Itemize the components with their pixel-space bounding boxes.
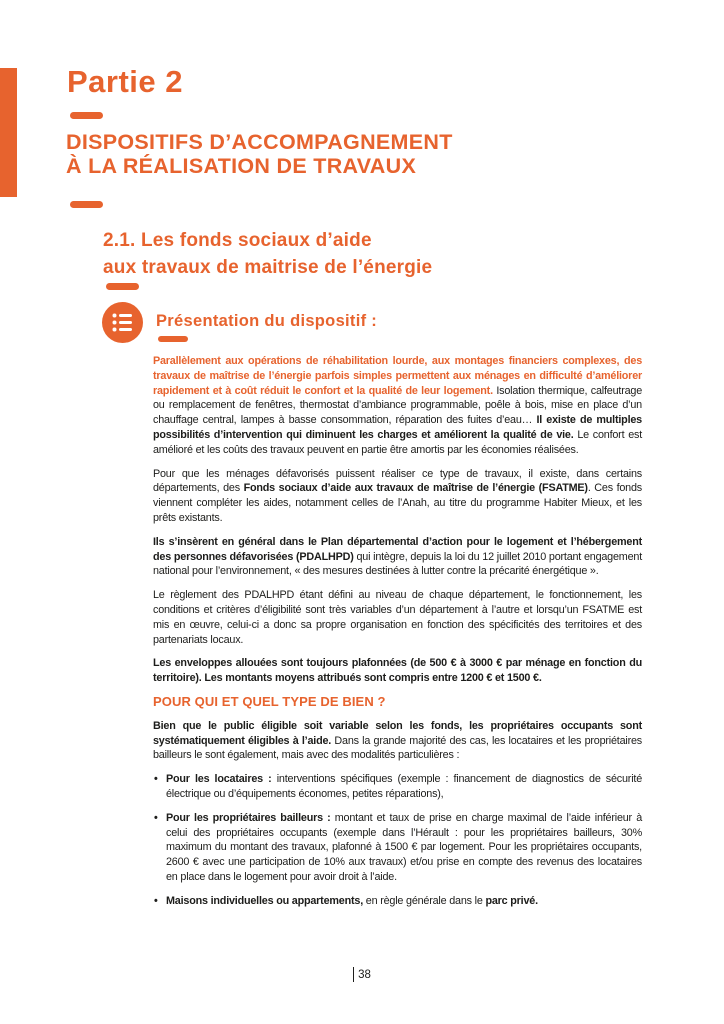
list-item (153, 894, 642, 909)
bullet-list-icon (102, 302, 143, 343)
paragraph-text: Le confort est amélioré et les coûts des travaux peuvent en partie être amortis par les économies réalisées. (153, 428, 642, 456)
list-item-text: Maisons individuelles ou appartements, (166, 894, 363, 907)
dash-divider (158, 336, 188, 342)
paragraph-text: Il existe de multiples possibilités d’intervention qui diminuent les charges et améliorent la qualité de vie. (153, 414, 642, 441)
paragraph-3 (153, 535, 642, 579)
chapter-title (66, 131, 453, 178)
paragraph-text: qui intègre, depuis la loi du 12 juillet 2010 portant engagement national pour l’environnement, « des mesures destinées à lutter contre la précarité énergétique ». (153, 550, 642, 578)
paragraph-5 (153, 656, 642, 686)
list-item-text: interventions spécifiques (exemple : financement de diagnostics de sécurité électrique ou d’équipements économes, petites réparations), (166, 773, 643, 800)
page-footer (0, 967, 724, 982)
paragraph-text: Ils s’insèrent en général dans le Plan départemental d’action pour le logement et l’hébergement des personnes défavorisées (PDALHPD) (153, 535, 642, 563)
subsection-heading: Présentation du dispositif : (156, 312, 378, 330)
list-item-text: en règle générale dans le (363, 894, 486, 907)
list-item-text: montant et taux de prise en charge maximal de l’aide inférieur à celui des propriétaires occupants (exemple dans l’Hérault : pour les propriétaires bailleurs, 30% maximum du montant des travaux, plafonné à 1500 € par logement. Pour les propriétaires occupants, 2600 € avec une participation de 10% aux travaux) et/ou prise en compte des revenus des locataires en place dans le logement pour avoir droit à l’aide. (166, 811, 642, 883)
dash-divider (70, 112, 103, 119)
chapter-side-tab (0, 68, 17, 197)
paragraph-6 (153, 719, 642, 763)
list-item-text: Pour les propriétaires bailleurs : (166, 811, 335, 824)
paragraph-text: Parallèlement aux opérations de réhabilitation lourde, aux montages financiers complexes, des travaux de maîtrise de l’énergie parfois simples permettent aux ménages en difficulté d’améliorer rapidement et à coût réduit le confort et la qualité de leur logement. (153, 355, 642, 397)
list-item-text: Pour les locataires : (166, 773, 277, 786)
body-text-column (153, 354, 642, 918)
chapter-title-line1: DISPOSITIFS D’ACCOMPAGNEMENT (66, 130, 453, 154)
section-title-line2: aux travaux de maitrise de l’énergie (103, 257, 433, 278)
footer-separator-bar (353, 967, 354, 982)
paragraph-text: Pour que les ménages défavorisés puissent réaliser ce type de travaux, il existe, dans certains départements, des (153, 467, 642, 495)
paragraph-2 (153, 467, 642, 526)
section-title-line1: 2.1. Les fonds sociaux d’aide (103, 230, 372, 251)
paragraph-text: Le règlement des PDALHPD étant défini au niveau de chaque département, le fonctionnement, les conditions et critères d’éligibilité sont très variables d’un département à l’autre et lorsqu’un FSATME est mis en œuvre, celui-ci a donc sa propre organisation en fonction des spécificités des territoires et des partenariats locaux. (153, 589, 642, 646)
paragraph-text: Fonds sociaux d’aide aux travaux de maîtrise de l’énergie (FSATME) (243, 482, 588, 495)
paragraph-text: Bien que le public éligible soit variable selon les fonds, les propriétaires occupants sont systématiquement éligibles à l’aide. (153, 719, 642, 747)
paragraph-text: Isolation thermique, calfeutrage ou remplacement de fenêtres, thermostat d’ambiance programmable, poêle à bois, mise en place d’un chauffage central, lampes à basse consommation, réparation des fuites d’eau… (153, 384, 643, 427)
dash-divider (106, 283, 139, 290)
list-item-text: parc privé. (485, 894, 538, 907)
list-item (153, 811, 642, 885)
paragraph-4 (153, 588, 642, 647)
part-label: Partie 2 (67, 64, 184, 99)
paragraph-text: Dans la grande majorité des cas, les locataires et les propriétaires bailleurs le sont également, mais avec des modalités particulières : (153, 734, 642, 762)
paragraph-text: Les enveloppes allouées sont toujours plafonnées (de 500 € à 3000 € par ménage en fonction du territoire). Les montants moyens attribués sont compris entre 1200 € et 1500 €. (153, 657, 642, 685)
dash-divider (70, 201, 103, 208)
page-number: 38 (358, 968, 371, 981)
paragraph-text: . Ces fonds viennent compléter les aides, notamment celles de l’Anah, au titre du programme Habiter Mieux, et les prêts existants. (153, 482, 642, 524)
paragraph-1 (153, 354, 642, 458)
list-item (153, 772, 642, 802)
chapter-title-line2: À LA RÉALISATION DE TRAVAUX (66, 153, 417, 178)
sub-heading-pour-qui: POUR QUI ET QUEL TYPE DE BIEN ? (153, 693, 386, 709)
section-title (103, 227, 432, 281)
